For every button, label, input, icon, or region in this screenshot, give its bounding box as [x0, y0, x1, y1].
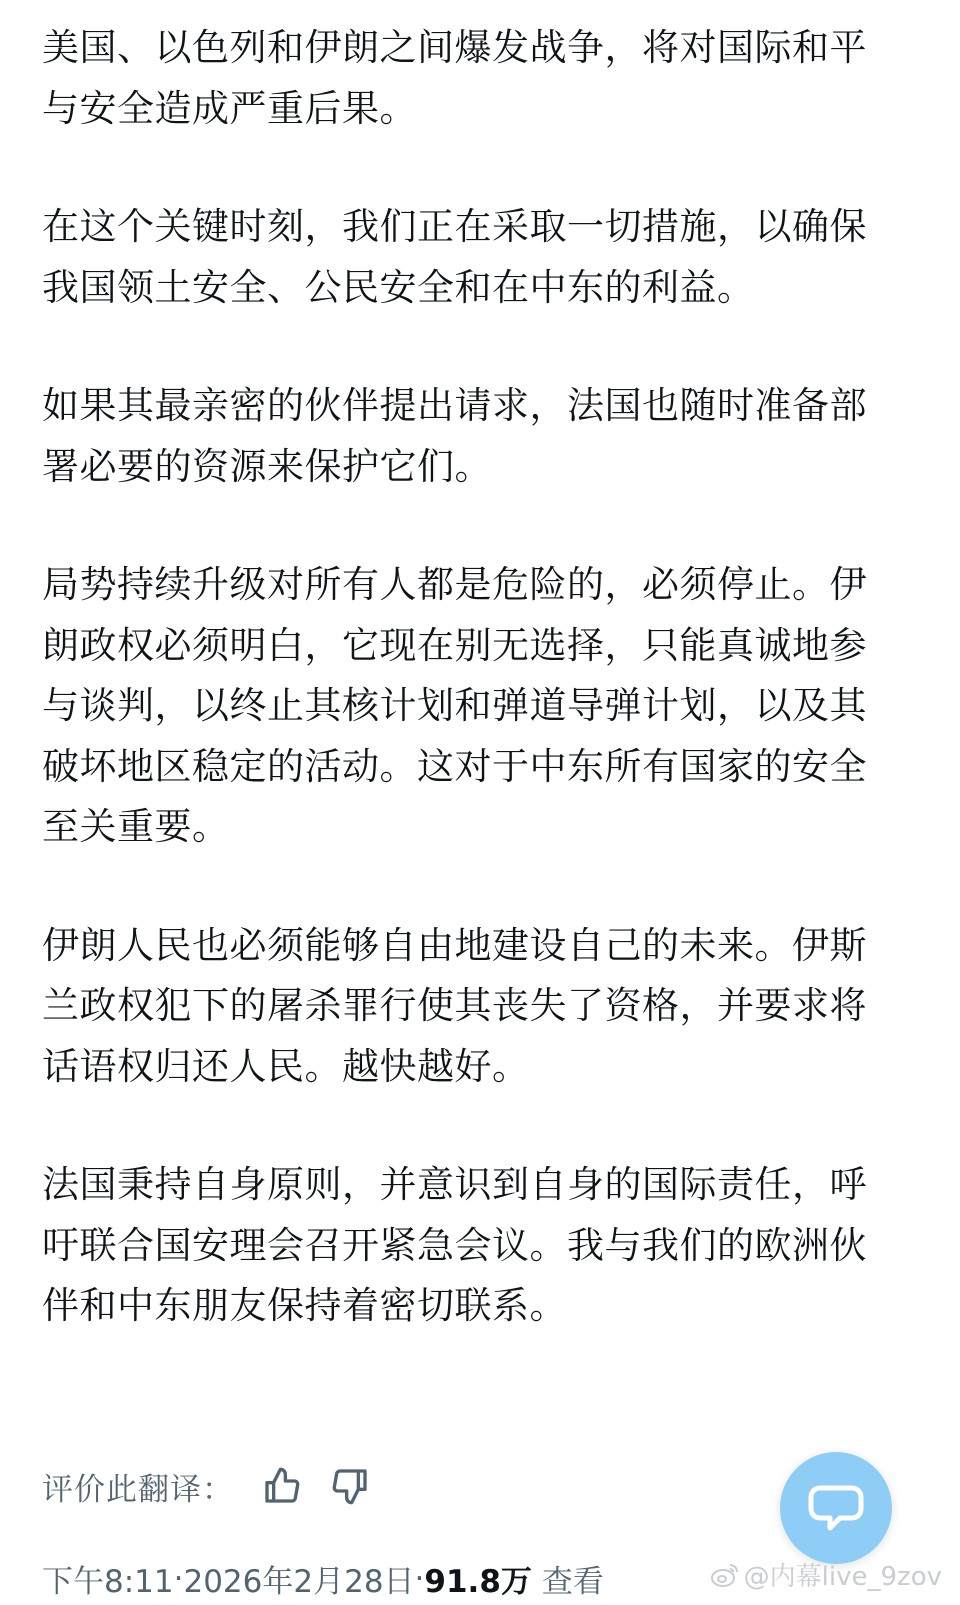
weibo-logo-icon: [710, 1562, 740, 1588]
meta-separator: ·: [414, 1560, 425, 1597]
post-paragraph-1: 美国、以色列和伊朗之间爆发战争，将对国际和平与安全造成严重后果。: [42, 26, 867, 130]
post-metadata: [42, 1556, 604, 1601]
post-paragraph-5: 伊朗人民也必须能够自由地建设自己的未来。伊斯兰政权犯下的屠杀罪行使其丧失了资格，并要求将话语权归还人民。越快越好。: [42, 923, 867, 1088]
thumbs-down-icon[interactable]: [330, 1464, 370, 1508]
thumbs-up-icon[interactable]: [262, 1464, 302, 1508]
meta-separator: ·: [173, 1560, 184, 1597]
chat-fab-button[interactable]: [780, 1452, 892, 1564]
watermark-text: @内幕live_9zov: [743, 1562, 942, 1592]
views-label: 查看: [541, 1564, 604, 1600]
chat-bubble-icon: [806, 1482, 866, 1534]
translation-rating-label: 评价此翻译：: [42, 1471, 234, 1508]
translation-rating: [42, 1459, 370, 1513]
post-time[interactable]: 下午8:11: [42, 1564, 174, 1600]
post-paragraph-2: 在这个关键时刻，我们正在采取一切措施，以确保我国领土安全、公民安全和在中东的利益。: [42, 205, 867, 309]
post-date[interactable]: 2026年2月28日: [183, 1564, 415, 1600]
watermark: [710, 1556, 942, 1593]
post-paragraph-6: 法国秉持自身原则，并意识到自身的国际责任，呼吁联合国安理会召开紧急会议。我与我们的欧洲伙伴和中东朋友保持着密切联系。: [42, 1163, 867, 1327]
post-paragraph-3: 如果其最亲密的伙伴提出请求，法国也随时准备部署必要的资源来保护它们。: [42, 384, 867, 488]
post-body: [42, 18, 882, 1395]
views-count: 91.8万: [424, 1564, 532, 1600]
post-paragraph-4: 局势持续升级对所有人都是危险的，必须停止。伊朗政权必须明白，它现在别无选择，只能真诚地参与谈判，以终止其核计划和弹道导弹计划，以及其破坏地区稳定的活动。这对于中东所有国家的安全至关重要。: [42, 563, 867, 848]
